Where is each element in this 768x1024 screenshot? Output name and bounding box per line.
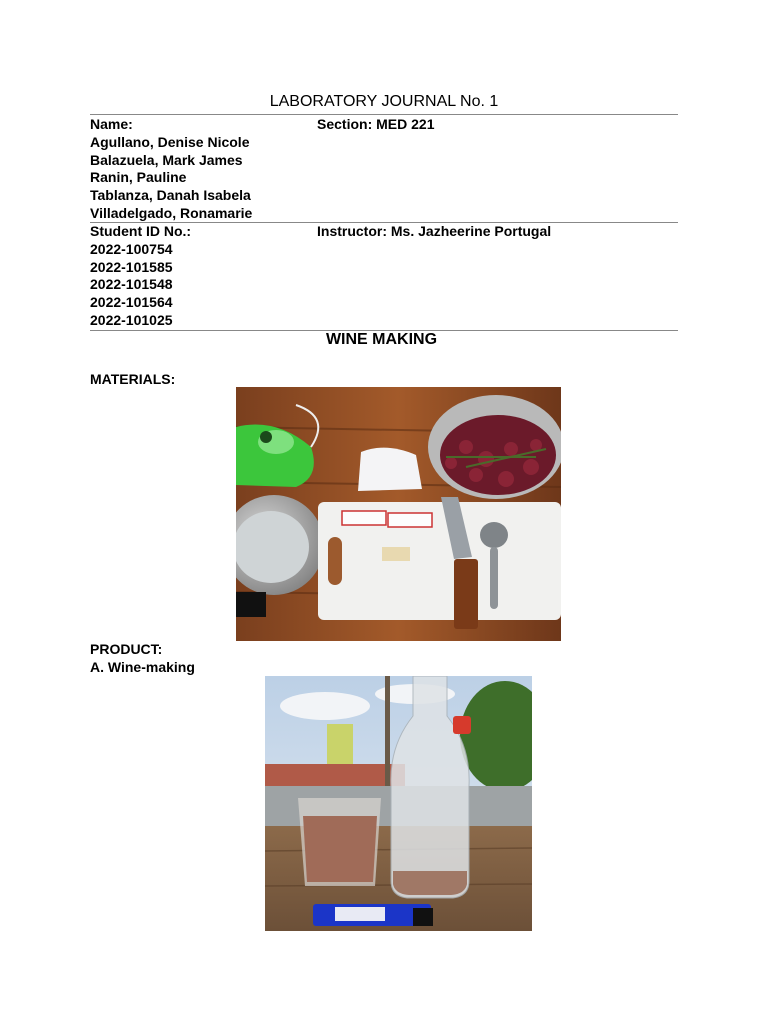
member-name: Villadelgado, Ronamarie — [90, 204, 253, 221]
student-id: 2022-100754 — [90, 240, 173, 257]
materials-label: MATERIALS: — [90, 371, 176, 387]
student-id-block — [90, 223, 191, 330]
student-id: 2022-101564 — [90, 294, 173, 311]
materials-photo — [236, 387, 561, 641]
product-item: A. Wine-making — [90, 659, 195, 675]
divider — [90, 114, 678, 115]
instructor-text: Instructor: Ms. Jazheerine Portugal — [317, 223, 552, 239]
student-id: 2022-101548 — [90, 276, 173, 293]
student-id: 2022-101585 — [90, 258, 173, 275]
member-name: Agullano, Denise Nicole — [90, 133, 250, 150]
section-block — [317, 116, 434, 134]
activity-title: WINE MAKING — [325, 331, 438, 348]
member-name: Ranin, Pauline — [90, 169, 187, 186]
member-name: Balazuela, Mark James — [90, 151, 243, 168]
section-text: Section: MED 221 — [317, 116, 435, 132]
student-id-label: Student ID No.: — [90, 223, 192, 239]
instructor-block — [317, 223, 551, 241]
student-id: 2022-101025 — [90, 311, 173, 328]
product-photo — [265, 676, 532, 931]
journal-title: LABORATORY JOURNAL No. 1 — [269, 93, 499, 110]
name-label: Name: — [90, 116, 133, 132]
name-block — [90, 116, 252, 223]
member-name: Tablanza, Danah Isabela — [90, 187, 251, 204]
product-label: PRODUCT: — [90, 641, 163, 657]
